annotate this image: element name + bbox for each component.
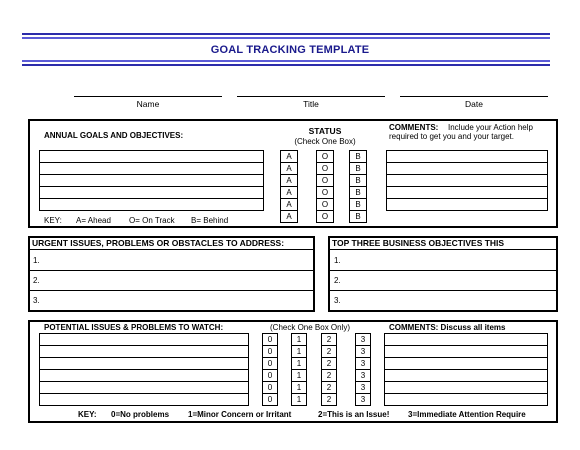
- comment-cell[interactable]: [387, 151, 548, 163]
- issue-cell[interactable]: [40, 334, 249, 346]
- title-field-line[interactable]: [237, 96, 385, 97]
- status-b-box[interactable]: B: [350, 151, 367, 163]
- comment-cell[interactable]: [385, 370, 548, 382]
- name-field-line[interactable]: [74, 96, 222, 97]
- status-o-box[interactable]: O: [317, 163, 334, 175]
- status-o-column: [316, 150, 334, 223]
- objective-item-1: 1.: [334, 256, 341, 265]
- status-o-box[interactable]: O: [317, 211, 334, 223]
- status-o-box[interactable]: O: [317, 187, 334, 199]
- status-o-box[interactable]: O: [317, 175, 334, 187]
- annual-key-ahead: A= Ahead: [76, 216, 111, 225]
- potential-key-0: 0=No problems: [111, 410, 170, 419]
- issue-cell[interactable]: [40, 394, 249, 406]
- potential-key-2: 2=This is an Issue!: [318, 410, 390, 419]
- status-a-box[interactable]: A: [281, 211, 298, 223]
- goal-cell[interactable]: [40, 187, 264, 199]
- goal-cell[interactable]: [40, 175, 264, 187]
- rating-0-column: [262, 333, 278, 406]
- rating-0-box[interactable]: 0: [263, 394, 278, 406]
- status-a-box[interactable]: A: [281, 187, 298, 199]
- rating-1-box[interactable]: 1: [292, 358, 307, 370]
- rating-2-box[interactable]: 2: [322, 382, 337, 394]
- annual-key-label: KEY:: [44, 216, 62, 225]
- potential-key-label: KEY:: [78, 410, 97, 419]
- rating-3-box[interactable]: 3: [356, 370, 371, 382]
- urgent-issues-heading: URGENT ISSUES, PROBLEMS OR OBSTACLES TO ADDRESS:: [32, 238, 285, 248]
- date-label: Date: [465, 99, 483, 109]
- rating-0-box[interactable]: 0: [263, 346, 278, 358]
- rating-1-box[interactable]: 1: [292, 346, 307, 358]
- comment-cell[interactable]: [387, 199, 548, 211]
- goal-cell[interactable]: [40, 151, 264, 163]
- title-underline-band: [22, 60, 550, 68]
- urgent-item-2: 2.: [33, 276, 40, 285]
- issue-cell[interactable]: [40, 346, 249, 358]
- potential-comments-heading: COMMENTS: Discuss all items: [389, 323, 506, 332]
- comment-cell[interactable]: [385, 382, 548, 394]
- goals-table: [39, 150, 264, 211]
- status-a-box[interactable]: A: [281, 199, 298, 211]
- status-b-box[interactable]: B: [350, 199, 367, 211]
- status-b-box[interactable]: B: [350, 211, 367, 223]
- goal-cell[interactable]: [40, 163, 264, 175]
- potential-issues-table: [39, 333, 249, 406]
- date-field-line[interactable]: [400, 96, 548, 97]
- status-o-box[interactable]: O: [317, 151, 334, 163]
- issue-cell[interactable]: [40, 370, 249, 382]
- rating-1-box[interactable]: 1: [292, 394, 307, 406]
- issue-cell[interactable]: [40, 382, 249, 394]
- urgent-line-1[interactable]: [30, 270, 313, 271]
- status-sub: (Check One Box): [294, 137, 356, 146]
- potential-key-3: 3=Immediate Attention Require: [408, 410, 526, 419]
- comment-cell[interactable]: [385, 358, 548, 370]
- status-a-box[interactable]: A: [281, 163, 298, 175]
- rating-3-box[interactable]: 3: [356, 358, 371, 370]
- status-a-box[interactable]: A: [281, 175, 298, 187]
- objectives-heading: TOP THREE BUSINESS OBJECTIVES THIS: [332, 238, 505, 248]
- annual-goals-heading: ANNUAL GOALS AND OBJECTIVES:: [44, 131, 184, 140]
- name-label: Name: [136, 99, 160, 109]
- rating-2-box[interactable]: 2: [322, 334, 337, 346]
- rating-3-column: [355, 333, 371, 406]
- status-b-column: [349, 150, 367, 223]
- potential-issues-heading: POTENTIAL ISSUES & PROBLEMS TO WATCH:: [44, 323, 224, 332]
- rating-2-box[interactable]: 2: [322, 394, 337, 406]
- rating-0-box[interactable]: 0: [263, 334, 278, 346]
- urgent-line-2[interactable]: [30, 290, 313, 291]
- rating-1-box[interactable]: 1: [292, 334, 307, 346]
- rating-0-box[interactable]: 0: [263, 382, 278, 394]
- goal-cell[interactable]: [40, 199, 264, 211]
- status-b-box[interactable]: B: [350, 175, 367, 187]
- rating-2-box[interactable]: 2: [322, 370, 337, 382]
- rating-0-box[interactable]: 0: [263, 370, 278, 382]
- top-band: [22, 33, 550, 41]
- comment-cell[interactable]: [385, 346, 548, 358]
- status-o-box[interactable]: O: [317, 199, 334, 211]
- rating-2-column: [321, 333, 337, 406]
- rating-1-box[interactable]: 1: [292, 370, 307, 382]
- annual-comments-table: [386, 150, 548, 211]
- potential-comments-table: [384, 333, 548, 406]
- rating-3-box[interactable]: 3: [356, 346, 371, 358]
- rating-1-column: [291, 333, 307, 406]
- comments-heading: COMMENTS:: [389, 123, 439, 132]
- urgent-item-3: 3.: [33, 296, 40, 305]
- comment-cell[interactable]: [385, 394, 548, 406]
- status-a-column: [280, 150, 298, 223]
- objective-line-1[interactable]: [330, 270, 556, 271]
- comment-cell[interactable]: [387, 175, 548, 187]
- rating-1-box[interactable]: 1: [292, 382, 307, 394]
- rating-3-box[interactable]: 3: [356, 382, 371, 394]
- status-a-box[interactable]: A: [281, 151, 298, 163]
- rating-3-box[interactable]: 3: [356, 394, 371, 406]
- potential-key-1: 1=Minor Concern or Irritant: [188, 410, 292, 419]
- comment-cell[interactable]: [387, 187, 548, 199]
- page-title: GOAL TRACKING TEMPLATE: [210, 44, 370, 56]
- title-label: Title: [303, 99, 319, 109]
- comment-cell[interactable]: [387, 163, 548, 175]
- status-b-box[interactable]: B: [350, 163, 367, 175]
- annual-key-behind: B= Behind: [191, 216, 229, 225]
- status-heading: STATUS: [308, 126, 342, 136]
- check-one-box-heading: (Check One Box Only): [270, 323, 351, 332]
- issue-cell[interactable]: [40, 358, 249, 370]
- objectives-heading-rule: [330, 249, 556, 250]
- objective-item-3: 3.: [334, 296, 341, 305]
- objective-line-2[interactable]: [330, 290, 556, 291]
- objective-item-2: 2.: [334, 276, 341, 285]
- status-b-box[interactable]: B: [350, 187, 367, 199]
- rating-2-box[interactable]: 2: [322, 358, 337, 370]
- rating-3-box[interactable]: 3: [356, 334, 371, 346]
- rating-0-box[interactable]: 0: [263, 358, 278, 370]
- urgent-item-1: 1.: [33, 256, 40, 265]
- comment-cell[interactable]: [385, 334, 548, 346]
- comments-text: Include your Action help required to get you and your target.: [389, 123, 533, 141]
- urgent-heading-rule: [30, 249, 313, 250]
- annual-key-on-track: O= On Track: [129, 216, 175, 225]
- rating-2-box[interactable]: 2: [322, 346, 337, 358]
